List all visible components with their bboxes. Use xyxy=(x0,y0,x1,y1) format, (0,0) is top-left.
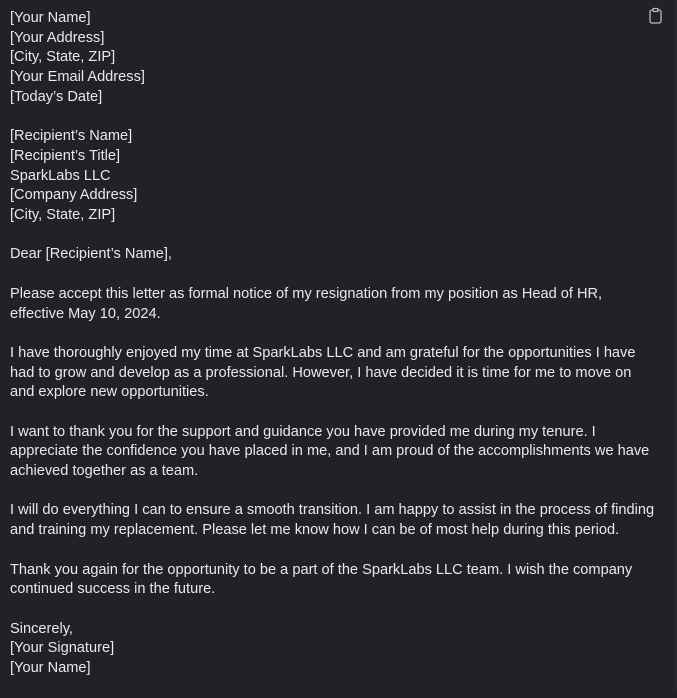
closing-block xyxy=(10,620,670,679)
paragraph-line: and explore new opportunities. xyxy=(10,384,209,401)
sender-address: [Your Address] xyxy=(10,29,105,46)
paragraph-gratitude xyxy=(10,344,670,403)
sender-name: [Your Name] xyxy=(10,10,91,26)
resignation-letter xyxy=(10,9,670,698)
closing-text: Sincerely, xyxy=(10,620,73,637)
paragraph-line: continued success in the future. xyxy=(10,581,216,598)
paragraph-notice xyxy=(10,285,670,324)
company-name: SparkLabs LLC xyxy=(10,167,111,184)
recipient-title: [Recipient’s Title] xyxy=(10,147,121,164)
company-address: [Company Address] xyxy=(10,187,138,204)
paragraph-line: achieved together as a team. xyxy=(10,463,199,480)
signature-placeholder: [Your Signature] xyxy=(10,640,115,657)
paragraph-line: and training my replacement. Please let me know how I can be of most help during this period. xyxy=(10,522,620,539)
company-city: [City, State, ZIP] xyxy=(10,207,116,224)
paragraph-line: I want to thank you for the support and guidance you have provided me during my tenure. I xyxy=(10,423,596,440)
paragraph-line: had to grow and develop as a professional. However, I have decided it is time for me to move on xyxy=(10,364,632,381)
paragraph-closing-wish xyxy=(10,561,670,600)
paragraph-line: I have thoroughly enjoyed my time at SparkLabs LLC and am grateful for the opportunities I have xyxy=(10,344,636,361)
sender-email: [Your Email Address] xyxy=(10,69,145,86)
salutation-text: Dear [Recipient’s Name], xyxy=(10,246,172,263)
letter-date: [Today’s Date] xyxy=(10,88,103,105)
paragraph-transition xyxy=(10,501,670,540)
recipient-block xyxy=(10,127,670,226)
paragraph-line: Please accept this letter as formal notice of my resignation from my position as Head of HR, xyxy=(10,285,603,302)
salutation xyxy=(10,245,670,265)
sender-city: [City, State, ZIP] xyxy=(10,49,116,66)
paragraph-line: Thank you again for the opportunity to be a part of the SparkLabs LLC team. I wish the company xyxy=(10,561,633,578)
scroll-edge xyxy=(673,0,677,691)
signer-name: [Your Name] xyxy=(10,660,91,677)
paragraph-line: effective May 10, 2024. xyxy=(10,305,161,322)
paragraph-line: appreciate the confidence you have placed in me, and I am proud of the accomplishments we have xyxy=(10,443,650,460)
sender-block xyxy=(10,9,670,108)
paragraph-line: I will do everything I can to ensure a smooth transition. I am happy to assist in the process of finding xyxy=(10,502,655,519)
paragraph-thanks xyxy=(10,423,670,482)
recipient-name: [Recipient’s Name] xyxy=(10,128,133,145)
